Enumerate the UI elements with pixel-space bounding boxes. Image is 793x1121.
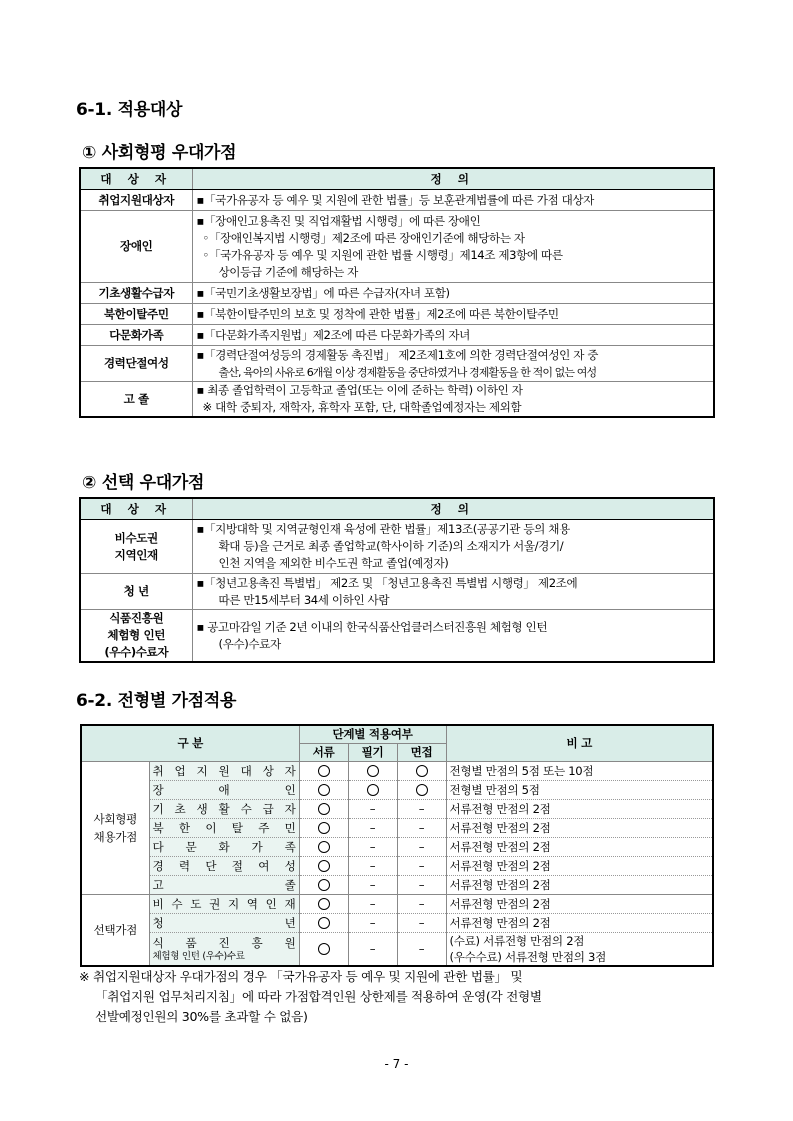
stage-written: [348, 761, 397, 780]
bonus-row: [81, 799, 713, 818]
header-interview: 면접: [397, 743, 446, 761]
definition-line: ▪「국민기초생활보장법」에 따른 수급자(자녀 포함): [196, 285, 450, 300]
remark: [446, 932, 713, 966]
definition-cell: [192, 346, 714, 382]
definition-line: ▪「경력단절여성등의 경제활동 촉진법」 제2조제1호에 의한 경력단절여성인 자 중: [196, 347, 599, 362]
remark: [446, 875, 713, 894]
target-label: 취업지원대상자: [80, 190, 192, 211]
group-name-line: 사회형평: [93, 811, 138, 826]
applied-circle-icon: [318, 784, 330, 796]
stage-doc: [299, 894, 348, 913]
applied-circle-icon: [318, 841, 330, 853]
stage-doc: [299, 875, 348, 894]
header-target: 대 상 자: [80, 498, 192, 520]
item-name: [149, 932, 299, 966]
section-title-applicable-targets: 6-1. 적용대상: [76, 100, 183, 120]
stage-written: –: [348, 799, 397, 818]
page-number: - 7 -: [384, 1057, 409, 1071]
stage-written: –: [348, 894, 397, 913]
remark-line: 서류전형 만점의 2점: [449, 801, 551, 816]
applied-circle-icon: [318, 898, 330, 910]
remark-line: 서류전형 만점의 2점: [449, 820, 551, 835]
definition-cell: [192, 574, 714, 610]
bonus-row: [81, 837, 713, 856]
target-label: 경력단절여성: [80, 346, 192, 382]
target-label-line: 체험형 인턴: [107, 628, 166, 642]
item-name: [149, 913, 299, 932]
stage-doc: [299, 818, 348, 837]
target-label-line: (우수)수료자: [104, 645, 169, 659]
definition-line: ※ 대학 중퇴자, 재학자, 휴학자 포함, 단, 대학졸업예정자는 제외함: [202, 400, 522, 414]
definition-row: [80, 304, 714, 325]
definition-row: [80, 520, 714, 574]
target-label: [80, 610, 192, 663]
definition-cell: [192, 520, 714, 574]
stage-doc: [299, 932, 348, 966]
applied-circle-icon: [367, 784, 379, 796]
stage-interview: [397, 761, 446, 780]
applied-circle-icon: [318, 879, 330, 891]
item-name: [149, 894, 299, 913]
definition-line: ◦「장애인복지법 시행령」제2조에 따른 장애인기준에 해당하는 자: [202, 230, 525, 245]
stage-doc: [299, 856, 348, 875]
stage-interview: –: [397, 932, 446, 966]
definition-line: ▪ 최종 졸업학력이 고등학교 졸업(또는 이에 준하는 학력) 이하인 자: [196, 383, 523, 397]
target-label: 장애인: [80, 211, 192, 283]
stage-written: –: [348, 837, 397, 856]
stage-interview: –: [397, 799, 446, 818]
item-subtitle: 체험형 인턴 (우수)수료: [152, 950, 245, 962]
definition-line: 인천 지역을 제외한 비수도권 학교 졸업(예정자): [218, 556, 449, 570]
target-label: 북한이탈주민: [80, 304, 192, 325]
definition-cell: [192, 382, 714, 418]
remark: [446, 780, 713, 799]
item-spread: 경 력 단 절 여 성: [152, 858, 296, 873]
stage-written: –: [348, 818, 397, 837]
header-definition: 정 의: [192, 498, 714, 520]
stage-written: –: [348, 932, 397, 966]
remark: [446, 856, 713, 875]
definition-cell: [192, 211, 714, 283]
item-name: [149, 875, 299, 894]
definition-row: [80, 346, 714, 382]
remark-line: 서류전형 만점의 2점: [449, 896, 551, 911]
applied-circle-icon: [318, 822, 330, 834]
header-remark: 비 고: [446, 725, 713, 761]
item-name: [149, 761, 299, 780]
item-spread: 고 졸: [152, 877, 296, 892]
item-name: [149, 799, 299, 818]
target-label-line: 청 년: [123, 584, 149, 598]
remark: [446, 837, 713, 856]
stage-interview: [397, 780, 446, 799]
definition-cell: [192, 304, 714, 325]
target-label: [80, 574, 192, 610]
bonus-row: [81, 818, 713, 837]
definition-row: [80, 382, 714, 418]
definition-line: 출산, 육아의 사유로 6개월 이상 경제활동을 중단하였거나 경제활동을 한 적이 없는 여성: [218, 365, 597, 379]
stage-doc: [299, 761, 348, 780]
bonus-row: [81, 932, 713, 966]
target-label: 다문화가족: [80, 325, 192, 346]
stage-interview: –: [397, 818, 446, 837]
definition-row: [80, 610, 714, 663]
definition-line: ◦「국가유공자 등 예우 및 지원에 관한 법률 시행령」제14조 제3항에 따른: [202, 247, 563, 262]
remark-line: 서류전형 만점의 2점: [449, 915, 551, 930]
applied-circle-icon: [367, 765, 379, 777]
bonus-row: [81, 780, 713, 799]
group-name-line: 선택가점: [93, 922, 138, 937]
stage-doc: [299, 780, 348, 799]
stage-doc: [299, 799, 348, 818]
bonus-application-table: [80, 724, 714, 967]
applied-circle-icon: [318, 943, 330, 955]
stage-interview: –: [397, 856, 446, 875]
target-label: 기초생활수급자: [80, 283, 192, 304]
applied-circle-icon: [416, 765, 428, 777]
applied-circle-icon: [318, 803, 330, 815]
remark: [446, 913, 713, 932]
item-spread: 취 업 지 원 대 상 자: [152, 763, 296, 778]
item-spread: 북 한 이 탈 주 민: [152, 820, 296, 835]
bonus-row: [81, 875, 713, 894]
applied-circle-icon: [318, 917, 330, 929]
definition-line: ▪「국가유공자 등 예우 및 지원에 관한 법률」등 보훈관계법률에 따른 가점 대상자: [196, 192, 594, 207]
footnote-line: 「취업지원 업무처리지침」에 따라 가점합격인원 상한제를 적용하여 운영(각 전형별: [95, 989, 542, 1004]
item-name: [149, 837, 299, 856]
stage-interview: –: [397, 875, 446, 894]
remark-line: 서류전형 만점의 2점: [449, 839, 551, 854]
remark: [446, 818, 713, 837]
definition-line: ▪ 공고마감일 기준 2년 이내의 한국식품산업클러스터진흥원 체험형 인턴: [196, 619, 548, 634]
applied-circle-icon: [318, 765, 330, 777]
definition-line: 상이등급 기준에 해당하는 자: [218, 264, 358, 279]
stage-interview: –: [397, 894, 446, 913]
definition-line: ▪「북한이탈주민의 보호 및 정착에 관한 법률」제2조에 따른 북한이탈주민: [196, 306, 559, 321]
definition-line: ▪「청년고용촉진 특별법」 제2조 및 「청년고용촉진 특별법 시행령」 제2조에: [196, 575, 578, 590]
definition-cell: [192, 283, 714, 304]
item-spread: 청 년: [152, 915, 296, 930]
remark-line: 전형별 만점의 5점 또는 10점: [449, 763, 594, 778]
definition-line: (우수)수료자: [218, 636, 281, 651]
subsection-title-optional-bonus: ② 선택 우대가점: [82, 473, 205, 493]
bonus-row: [81, 761, 713, 780]
remark-line: (우수수료) 서류전형 만점의 3점: [449, 949, 606, 964]
header-target: 대 상 자: [80, 168, 192, 190]
definition-line: 따른 만15세부터 34세 이하인 사람: [218, 592, 390, 607]
subsection-title-social-equity: ① 사회형평 우대가점: [82, 143, 237, 163]
target-label-line: 지역인재: [114, 547, 158, 562]
definition-cell: [192, 325, 714, 346]
target-label: [80, 520, 192, 574]
item-spread: 장 애 인: [152, 782, 296, 797]
remark-line: 서류전형 만점의 2점: [449, 858, 551, 873]
header-written: 필기: [348, 743, 397, 761]
applied-circle-icon: [416, 784, 428, 796]
remark: [446, 761, 713, 780]
bonus-row: [81, 913, 713, 932]
item-name: [149, 818, 299, 837]
item-name: [149, 780, 299, 799]
header-definition: 정 의: [192, 168, 714, 190]
social-equity-table: [79, 167, 715, 418]
remark-line: (수료) 서류전형 만점의 2점: [449, 933, 585, 948]
footnote: [79, 967, 729, 1027]
stage-doc: [299, 913, 348, 932]
definition-line: ▪「장애인고용촉진 및 직업재활법 시행령」에 따른 장애인: [196, 213, 481, 228]
definition-line: ▪「다문화가족지원법」제2조에 따른 다문화가족의 자녀: [196, 327, 470, 342]
header-category: 구 분: [81, 725, 299, 761]
definition-cell: [192, 610, 714, 663]
footnote-line: 선발예정인원의 30%를 초과할 수 없음): [95, 1009, 308, 1024]
remark: [446, 799, 713, 818]
definition-row: [80, 283, 714, 304]
footnote-line: ※ 취업지원대상자 우대가점의 경우 「국가유공자 등 예우 및 지원에 관한 법률」 및: [79, 969, 523, 984]
stage-written: –: [348, 875, 397, 894]
section-title-bonus-by-stage: 6-2. 전형별 가점적용: [76, 691, 237, 711]
target-label: 고 졸: [80, 382, 192, 418]
stage-doc: [299, 837, 348, 856]
group-name: [81, 894, 149, 966]
item-spread: 기 초 생 활 수 급 자: [152, 801, 296, 816]
item-name: [149, 856, 299, 875]
target-label-line: 식품진흥원: [109, 611, 164, 625]
stage-written: –: [348, 856, 397, 875]
definition-line: ▪「지방대학 및 지역균형인재 육성에 관한 법률」제13조(공공기관 등의 채용: [196, 522, 570, 536]
item-spread: 식 품 진 흥 원: [152, 935, 296, 950]
definition-line: 확대 등)을 근거로 최종 졸업학교(학사이하 기준)의 소재지가 서울/경기/: [218, 539, 564, 553]
stage-interview: –: [397, 913, 446, 932]
stage-written: –: [348, 913, 397, 932]
header-stage: 단계별 적용여부: [299, 725, 446, 743]
remark: [446, 894, 713, 913]
optional-bonus-table: [79, 497, 715, 663]
header-doc: 서류: [299, 743, 348, 761]
remark-line: 전형별 만점의 5점: [449, 782, 540, 797]
group-name: [81, 761, 149, 894]
stage-written: [348, 780, 397, 799]
remark-line: 서류전형 만점의 2점: [449, 877, 551, 892]
definition-row: [80, 325, 714, 346]
definition-row: [80, 211, 714, 283]
item-spread: 비 수 도 권 지 역 인 재: [152, 896, 296, 911]
stage-interview: –: [397, 837, 446, 856]
bonus-row: [81, 894, 713, 913]
group-name-line: 채용가점: [93, 829, 138, 844]
bonus-row: [81, 856, 713, 875]
definition-row: [80, 190, 714, 211]
definition-cell: [192, 190, 714, 211]
applied-circle-icon: [318, 860, 330, 872]
item-spread: 다 문 화 가 족: [152, 839, 296, 854]
target-label-line: 비수도권: [114, 530, 158, 545]
definition-row: [80, 574, 714, 610]
